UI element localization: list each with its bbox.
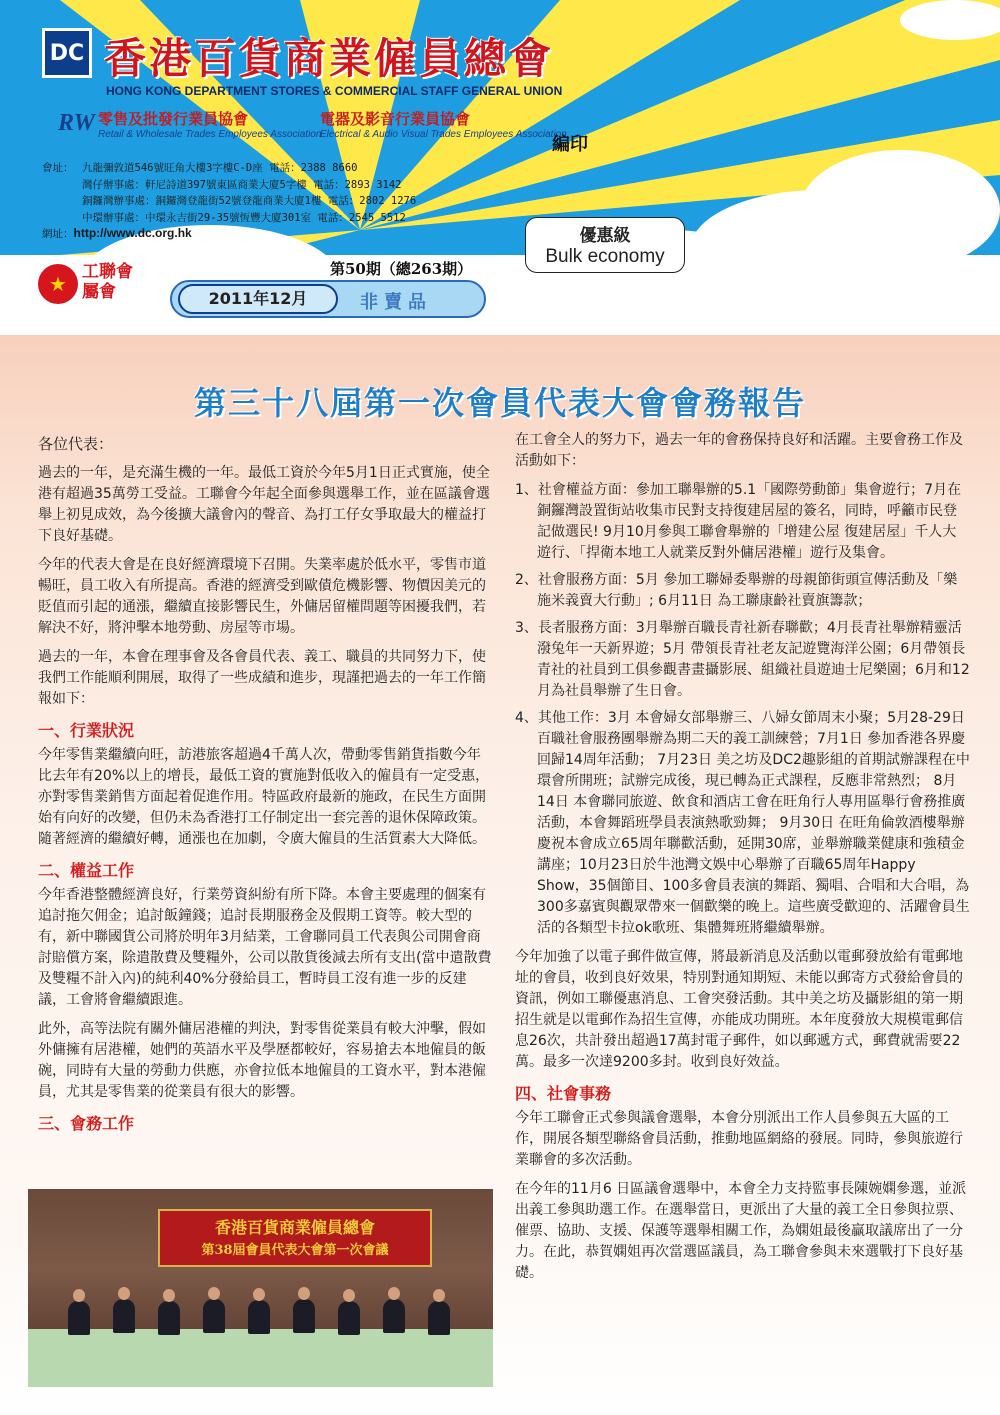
section-heading-rights: 二、權益工作 — [38, 861, 135, 880]
union-name-en: HONG KONG DEPARTMENT STORES & COMMERCIAL STAFF GENERAL UNION — [106, 84, 563, 98]
intro-paragraph: 過去的一年，本會在理事會及各會員代表、義工、職員的共同努力下，使我們工作能順利開展，取得了一些成績和進步，現謹把過去的一年工作簡報如下： — [38, 649, 486, 707]
ftu-affiliate-label: 工聯會 屬會 — [82, 262, 133, 302]
masthead — [0, 0, 1000, 335]
website-line: 網址：http://www.dc.org.hk — [42, 226, 192, 240]
affiliate-rw — [98, 108, 321, 140]
affiliate-eav-en: Electrical & Audio Visual Trades Employees Association — [320, 129, 567, 140]
activities-list — [515, 480, 970, 939]
bulk-economy-stamp: 優惠級 Bulk economy — [525, 217, 685, 273]
section-paragraph: 此外，高等法院有關外傭居港權的判決，對零售從業員有較大沖擊，假如外傭擁有居港權，她們的英語水平及學歷都較好，容易搶去本地僱員的飯碗，同時有大量的勞動力供應，亦會拉低本地僱員的工資水平，對本港僱員，尤其是零售業的從業員有很大的影響。 — [38, 1021, 486, 1100]
cloud — [900, 0, 1000, 40]
greeting: 各位代表： — [38, 435, 114, 453]
website-link[interactable]: http://www.dc.org.hk — [73, 226, 192, 240]
photo-tablecloth — [28, 1329, 493, 1387]
section-heading-social: 四、社會事務 — [515, 1084, 612, 1103]
list-item: 2、社會服務方面：5月 參加工聯婦委舉辦的母親節街頭宣傳活動及「樂施米義賣大行動」; 6月11日 為工聯康齡社賣旗籌款； — [515, 572, 958, 609]
list-item: 4、其他工作：3月 本會婦女部舉辦三、八婦女節周末小聚；5月28-29日百職社會服務團舉辦為期二天的義工訓練營；7月1日 參加香港各界慶回歸14周年活動； 7月23日 美之坊及DC2趣影組的首期試辦課程在中環會所開班；試辦完成後，現已轉為正式課程，反應非常熱烈； 8月14日 本會聯同旅遊、飲食和酒店工會在旺角行人專用區舉行會務推廣活動，本會舞蹈班學員表演熱歌勁舞； 9月30日 在旺角倫敦酒樓舉辦慶祝本會成立65周年聯歡活動，延開30席，並舉辦職業健康和強積金講座；10月23日於牛池灣文娛中心舉辦了百職65周年Happy Show，35個節目、100多會員表演的舞蹈、獨唱、合唱和大合唱，為300多嘉賓與觀眾帶來一個歡樂的晚上。這些廣受歡迎的、活躍會員生活的各類型卡拉ok歌班、集體舞班將繼續舉辦。 — [515, 710, 970, 936]
affiliate-eav-cn: 電器及影音行業員協會 — [320, 110, 471, 128]
address-line: 銅鑼灣辦事處：銅鑼灣登龍街52號登龍商業大廈1樓 電話：2802 1276 — [82, 195, 417, 207]
list-item: 3、長者服務方面：3月舉辦百職長青社新春聯歡；4月長青社舉辦精靈活潑兔年一天新界遊；5月 帶領長青社老友記遊覽海洋公園；6月帶領長青社的社員到工俱參觀書畫攝影展、組織社員遊迪士尼樂園；6月和12月為社員舉辦了生日會。 — [515, 620, 970, 699]
ftu-gear-icon: ★ — [38, 264, 78, 304]
address-block — [42, 160, 532, 243]
address-line: 中環辦事處：中環永吉街29-35號恆豐大廈301室 電話：2545 5512 — [82, 211, 406, 224]
section-paragraph: 今年零售業繼續向旺，訪港旅客超過4千萬人次，帶動零售銷貨指數今年比去年有20%以上的增長，最低工資的實施對低收入的僱員有一定受惠，亦對零售業銷售方面起着促進作用。特區政府最新的施政，在民生方面開始有向好的改變，但仍未為香港打工仔制定出一套完善的退休保障政策。隨著經濟的繼續好轉，通漲也在加劇，令廣大僱員的生活質素大大降低。 — [38, 747, 490, 847]
section-heading-industry: 一、行業狀況 — [38, 721, 135, 740]
intro-paragraph: 過去的一年，是充滿生機的一年。最低工資於今年5月1日正式實施，使全港有超過35萬勞工受益。工聯會今年起全面參與選舉工作，並在區議會選舉上初見成效，為今後擴大議會內的聲音、為打工仔女爭取最大的權益打下良好基礎。 — [38, 465, 490, 544]
section-paragraph: 今年工聯會正式參與議會選舉，本會分別派出工作人員參與五大區的工作，開展各類型聯絡會員活動，推動地區網絡的發展。同時，參與旅遊行業聯會的多次活動。 — [515, 1110, 963, 1168]
affiliate-logo: RW — [58, 110, 95, 136]
left-column — [38, 434, 493, 1138]
affiliate-eav — [320, 108, 567, 140]
article-title: 第三十八屆第一次會員代表大會會務報告 — [193, 384, 806, 422]
union-name-cn: 香港百貨商業僱員總會 — [104, 34, 555, 83]
address-line: 會址： 九龍彌敦道546號旺角大樓3字樓C-D座 電話：2388 8660 — [42, 162, 358, 174]
publisher-label: 編印 — [552, 134, 588, 155]
issue-date: 2011年12月 — [178, 284, 338, 314]
meeting-photo — [28, 1189, 493, 1387]
email-paragraph: 今年加強了以電子郵件做宣傳，將最新消息及活動以電郵發放給有電郵地址的會員，收到良好效果，特別對通知期短、未能以郵寄方式發給會員的資訊，例如工聯優惠消息、工會突發活動。其中美之坊及攝影組的第一期招生就是以電郵作為招生宣傳，亦能成功開班。本年度發放大規模電郵信息26次，共計發出超過17萬封電子郵件，如以郵遞方式，郵費就需要22萬。最多一次達9200多封。收到良好效益。 — [515, 949, 963, 1070]
right-column — [515, 430, 970, 1292]
not-for-sale-label: 非賣品 — [360, 292, 432, 313]
section-paragraph: 今年香港整體經濟良好，行業勞資糾紛有所下降。本會主要處理的個案有追討拖欠佣金；追討飯鐘錢；追討長期服務金及假期工資等。較大型的有，新中聯國貨公司將於明年3月結業，工會聯同員工代表與公司開會商討賠償方案，除遣散費及雙糧外，公司以散貨後減去所有支出(當中遣散費及雙糧不計入內)的純利40%分發給員工，暫時員工沒有進一步的反建議，工會將會繼續跟進。 — [38, 887, 492, 1008]
activities-intro: 在工會全人的努力下，過去一年的會務保持良好和活躍。主要會務工作及活動如下： — [515, 432, 963, 469]
photo-banner: 香港百貨商業僱員總會 第38屆會員代表大會第一次會議 — [158, 1209, 432, 1267]
address-line: 灣仔辦事處：軒尼詩道397號東區商業大廈5字樓 電話：2893 3142 — [82, 178, 402, 191]
list-item: 1、社會權益方面：參加工聯舉辦的5.1「國際勞動節」集會遊行；7月在銅鑼灣設置街站收集市民對支持復建居屋的簽名，同時，呼籲市民登記做選民! 9月10月參與工聯會舉辦的「增建公屋 復建居屋」千人大遊行、「捍衛本地工人就業反對外傭居港權」遊行及集會。 — [515, 482, 962, 561]
affiliate-rw-cn: 零售及批發行業員協會 — [98, 110, 249, 128]
affiliate-rw-en: Retail & Wholesale Trades Employees Association — [98, 129, 322, 140]
cloud — [800, 150, 1000, 270]
section-heading-affairs: 三、會務工作 — [38, 1114, 135, 1133]
union-logo: DC — [42, 28, 92, 78]
intro-paragraph: 今年的代表大會是在良好經濟環境下召開。失業率處於低水平，零售市道暢旺，員工收入有所提高。香港的經濟受到歐債危機影響、物價因美元的貶值而引起的通漲，繼續直接影響民生，外傭居留權問題等困擾我們，若解決不好，將沖擊本地勞動、房屋等市場。 — [38, 557, 486, 636]
issue-number: 第50期（總263期） — [330, 260, 473, 278]
section-paragraph: 在今年的11月6 日區議會選舉中，本會全力支持監事長陳婉嫻參選，並派出義工參與助選工作。在選舉當日，更派出了大量的義工全日參與拉票、催票、協助、支援、保護等選舉相關工作，為嫻姐最後贏取議席出了一分力。在此，恭賀嫻姐再次當選區議員，為工聯會參與未來選戰打下良好基礎。 — [515, 1181, 967, 1281]
